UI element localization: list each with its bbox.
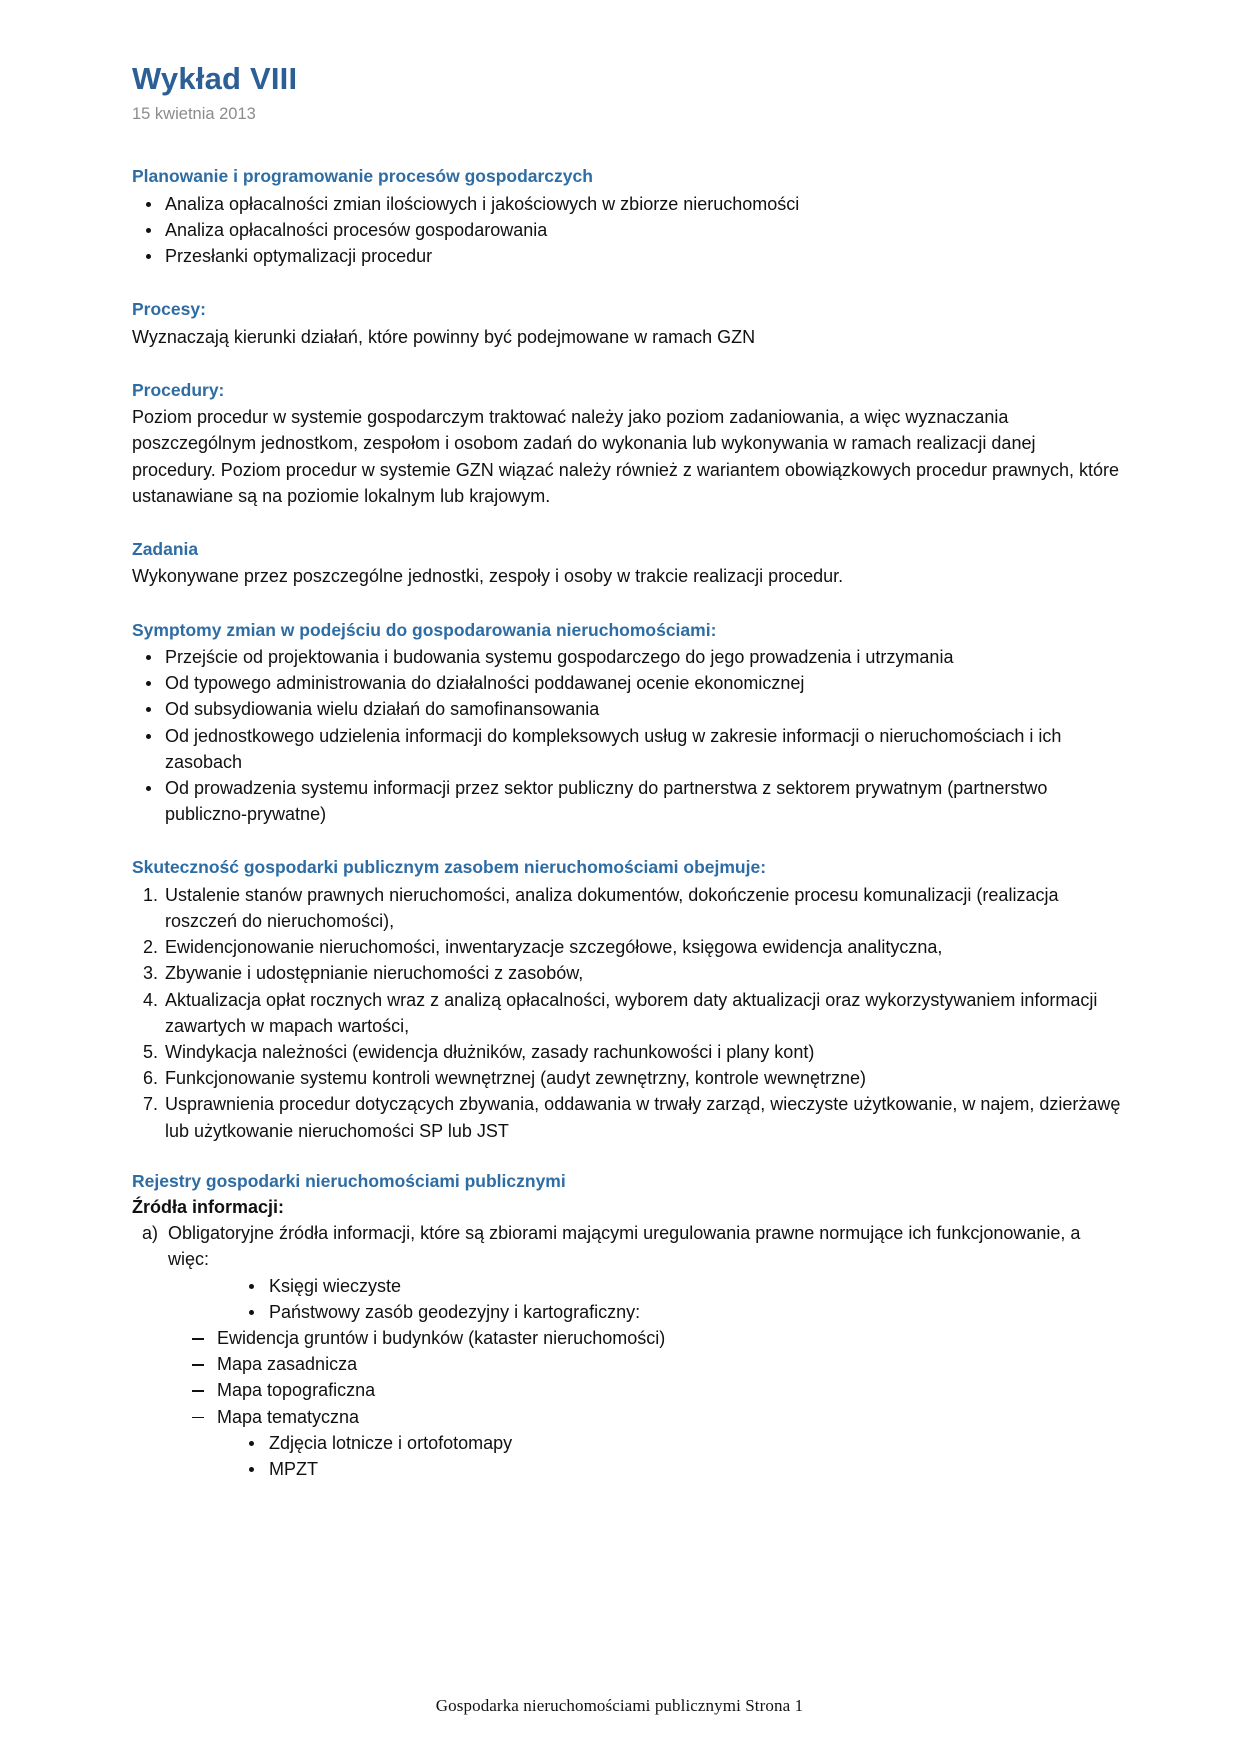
list-rejestry-dashes: [187, 1325, 1121, 1430]
section-procesy: [132, 298, 1121, 350]
spacer: [132, 1144, 1121, 1170]
section-rejestry: [132, 1170, 1121, 1482]
spacer: [132, 350, 1121, 379]
section-procedury: [132, 379, 1121, 509]
list-item: [132, 987, 1121, 1039]
list-item: Od prowadzenia systemu informacji przez sektor publiczny do partnerstwa z sektorem prywatnym (partnerstwo publiczno-prywatne): [132, 775, 1121, 827]
list-item: Od subsydiowania wielu działań do samofinansowania: [132, 696, 1121, 722]
list-item: Ewidencja gruntów i budynków (kataster nieruchomości): [187, 1325, 1121, 1351]
list-item: Księgi wieczyste: [242, 1273, 1121, 1299]
document-content: [0, 165, 1239, 1482]
list-item: Mapa zasadnicza: [187, 1351, 1121, 1377]
list-item: [132, 1039, 1121, 1065]
list-item: [132, 882, 1121, 934]
list-item-text: Windykacja należności (ewidencja dłużników, zasady rachunkowości i plany kont): [165, 1041, 815, 1062]
list-item-text: Zbywanie i udostępnianie nieruchomości z zasobów,: [165, 963, 584, 984]
list-item: Przejście od projektowania i budowania systemu gospodarczego do jego prowadzenia i utrzymania: [132, 644, 1121, 670]
spacer: [132, 269, 1121, 298]
spacer: [132, 509, 1121, 538]
spacer: [132, 827, 1121, 856]
section-zadania: [132, 538, 1121, 590]
list-marker: 1.: [142, 884, 158, 905]
list-item-text: Ewidencjonowanie nieruchomości, inwentaryzacje szczegółowe, księgowa ewidencja analityczna,: [165, 937, 943, 958]
list-item: Mapa tematyczna: [187, 1404, 1121, 1430]
list-item: Państwowy zasób geodezyjny i kartograficzny:: [242, 1299, 1121, 1325]
list-item: Od jednostkowego udzielenia informacji do kompleksowych usług w zakresie informacji o nieruchomościach i ich zasobach: [132, 723, 1121, 775]
section-symptomy: [132, 619, 1121, 828]
list-item: Przesłanki optymalizacji procedur: [132, 243, 1121, 269]
section-heading-procesy: Procesy:: [132, 299, 206, 320]
document-header: [0, 0, 1239, 123]
section-heading-planowanie: Planowanie i programowanie procesów gospodarczych: [132, 166, 593, 187]
section-heading-procedury: Procedury:: [132, 379, 225, 400]
list-rejestry-sub: [242, 1273, 1121, 1325]
page-footer: Gospodarka nieruchomościami publicznymi Strona 1: [435, 1696, 804, 1715]
section-text-procedury: Poziom procedur w systemie gospodarczym traktować należy jako poziom zadaniowania, a więc wyznaczania poszczególnym jednostkom, zespołom i osobom zadań do wykonania lub wykonywania w ramach realizacji danej procedury. Poziom procedur w systemie GZN wiązać należy również z wariantem obowiązkowych procedur prawnych, które ustanawiane są na poziomie lokalnym lub krajowym.: [132, 407, 1120, 506]
list-item: [132, 1065, 1121, 1091]
section-heading-rejestry: Rejestry gospodarki nieruchomościami publicznymi: [132, 1170, 566, 1191]
list-item: [132, 934, 1121, 960]
section-skutecznosc: [132, 856, 1121, 1143]
list-item-text: Aktualizacja opłat rocznych wraz z analizą opłacalności, wyborem daty aktualizacji oraz wykorzystywaniem informacji zawartych w mapach wartości,: [165, 989, 1098, 1036]
page-title: Wykład VIII: [132, 61, 298, 96]
list-marker: 3.: [142, 963, 158, 984]
list-symptomy: [132, 644, 1121, 827]
list-marker: 2.: [142, 937, 158, 958]
list-item: [132, 1220, 1121, 1272]
document-date: 15 kwietnia 2013: [132, 105, 256, 124]
list-item: [132, 1091, 1121, 1143]
section-heading-zadania: Zadania: [132, 539, 199, 560]
section-text-zadania: Wykonywane przez poszczególne jednostki, zespoły i osoby w trakcie realizacji procedur.: [132, 566, 844, 587]
section-subheading-zrodla: Źródła informacji:: [132, 1197, 285, 1218]
list-item: Zdjęcia lotnicze i ortofotomapy: [242, 1430, 1121, 1456]
list-marker: 4.: [142, 989, 158, 1010]
list-marker: a): [141, 1223, 158, 1244]
list-item: Od typowego administrowania do działalności poddawanej ocenie ekonomicznej: [132, 670, 1121, 696]
list-marker: 6.: [142, 1068, 158, 1089]
section-text-procesy: Wyznaczają kierunki działań, które powinny być podejmowane w ramach GZN: [132, 326, 756, 347]
list-item-text: Usprawnienia procedur dotyczących zbywania, oddawania w trwały zarząd, wieczyste użytkowanie, w najem, dzierżawę lub użytkowanie nieruchomości SP lub JST: [165, 1094, 1121, 1141]
spacer: [132, 590, 1121, 619]
list-item: Analiza opłacalności procesów gospodarowania: [132, 217, 1121, 243]
list-item-text: Obligatoryjne źródła informacji, które są zbiorami mającymi uregulowania prawne normujące ich funkcjonowanie, a więc:: [168, 1223, 1081, 1270]
list-planowanie: [132, 191, 1121, 270]
list-marker: 5.: [142, 1041, 158, 1062]
section-heading-skutecznosc: Skuteczność gospodarki publicznym zasobem nieruchomościami obejmuje:: [132, 857, 767, 878]
section-planowanie: [132, 165, 1121, 269]
list-rejestry-sub-tail: [242, 1430, 1121, 1482]
list-item: Mapa topograficzna: [187, 1377, 1121, 1403]
list-item-text: Ustalenie stanów prawnych nieruchomości, analiza dokumentów, dokończenie procesu komunalizacji (realizacja roszczeń do nieruchomości),: [165, 884, 1059, 932]
list-item-text: Funkcjonowanie systemu kontroli wewnętrznej (audyt zewnętrzny, kontrole wewnętrzne): [165, 1068, 866, 1089]
list-marker: 7.: [142, 1094, 158, 1115]
list-skutecznosc: [132, 882, 1121, 1144]
list-rejestry-alpha: [132, 1220, 1121, 1272]
section-heading-symptomy: Symptomy zmian w podejściu do gospodarowania nieruchomościami:: [132, 619, 717, 640]
list-item: MPZT: [242, 1456, 1121, 1482]
list-item: Analiza opłacalności zmian ilościowych i jakościowych w zbiorze nieruchomości: [132, 191, 1121, 217]
list-item: [132, 960, 1121, 986]
